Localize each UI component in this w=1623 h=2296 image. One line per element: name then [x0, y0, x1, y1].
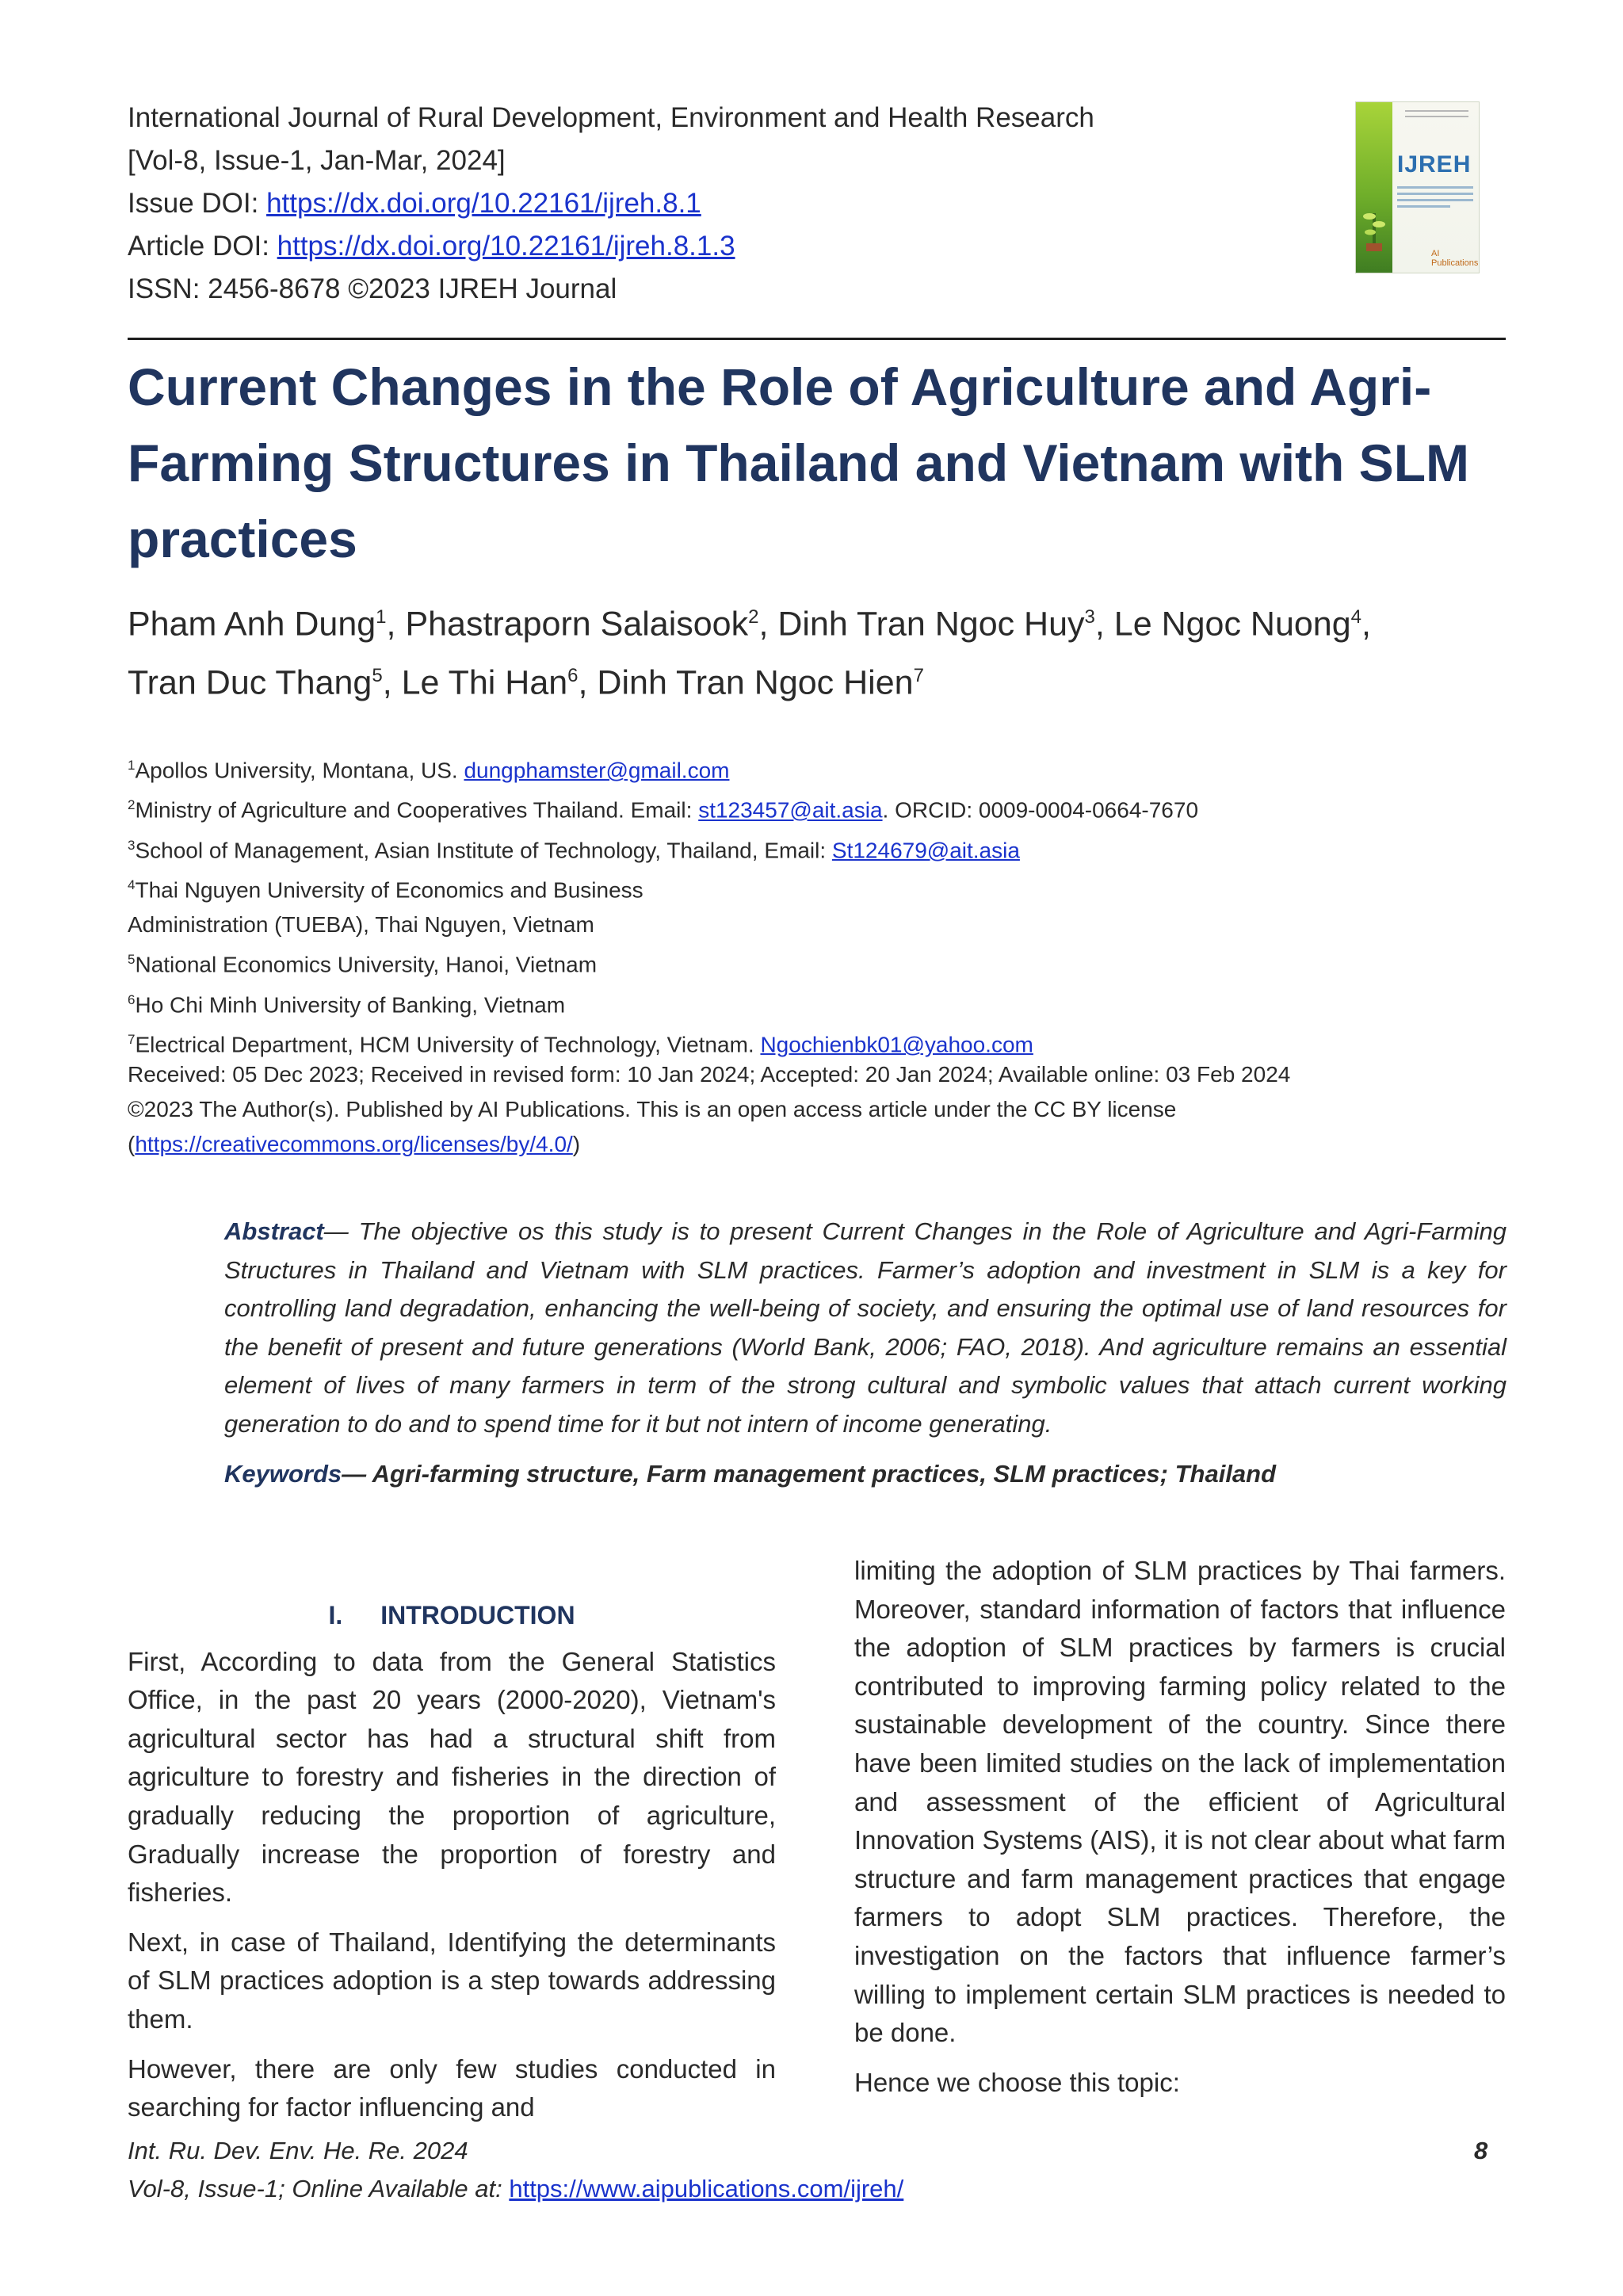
- email-link[interactable]: st123457@ait.asia: [698, 797, 883, 823]
- issue-doi-line: [128, 182, 1316, 225]
- article-doi-line: [128, 225, 1316, 268]
- cover-publisher: AI Publications: [1431, 249, 1479, 268]
- right-column: [854, 1552, 1506, 2113]
- cover-title: IJREH: [1397, 151, 1472, 178]
- email-link[interactable]: St124679@ait.asia: [831, 837, 1020, 862]
- author-name: Pham Anh Dung: [128, 605, 376, 644]
- affiliation-sup: 6: [128, 991, 136, 1007]
- paragraph: However, there are only few studies conducted in searching for factor influencing and: [128, 2053, 776, 2122]
- affiliation-text: Electrical Department, HCM University of Technology, Vietnam.: [135, 1032, 761, 1057]
- affiliation-4-cont: Administration (TUEBA), Thai Nguyen, Vietnam: [128, 912, 594, 938]
- footer-url-link[interactable]: https://www.aipublications.com/ijreh/: [509, 2175, 904, 2202]
- affiliation-sup: 4: [128, 877, 136, 892]
- affiliation-4: [128, 868, 1522, 907]
- plant-icon: [1362, 197, 1386, 253]
- keywords-text: Agri-farming structure, Farm management practices, SLM practices; Thailand: [372, 1460, 1277, 1488]
- orcid-text: . ORCID: 0009-0004-0664-7670: [882, 797, 1199, 823]
- keywords-label: Keywords: [224, 1460, 342, 1488]
- copyright-line: ©2023 The Author(s). Published by AI Publications. This is an open access article under the CC BY license: [128, 1097, 1177, 1121]
- cover-header-lines: [1405, 110, 1468, 121]
- author-sup: 2: [748, 606, 759, 628]
- footer-journal: Int. Ru. Dev. Env. He. Re. 2024: [128, 2137, 468, 2164]
- cover-subtitle-lines: [1397, 186, 1473, 212]
- paragraph: Hence we choose this topic:: [854, 2067, 1180, 2097]
- paragraph: First, According to data from the General Statistics Office, in the past 20 years (2000-2020), Vietnam's agricultural sector has had a structural shift from agriculture to forestry and fisheries in the direction of gradually reducing the proportion of agriculture, Gradually increase the proportion of forestry and fisheries.: [128, 1646, 776, 1908]
- author-sup: 7: [913, 665, 924, 687]
- affiliation-sup: 1: [128, 758, 136, 773]
- section-number: I.: [328, 1601, 343, 1629]
- article-doi-label: Article DOI:: [128, 231, 277, 262]
- left-column: [128, 1596, 776, 2138]
- affiliation-text: Apollos University, Montana, US.: [135, 758, 464, 783]
- affiliation-text: National Economics University, Hanoi, Vietnam: [135, 952, 598, 977]
- author-name: Le Thi Han: [401, 663, 568, 702]
- email-link[interactable]: Ngochienbk01@yahoo.com: [760, 1032, 1033, 1057]
- affiliation-5: [128, 942, 1522, 982]
- affiliation-1: [128, 748, 1522, 788]
- journal-volume: [Vol-8, Issue-1, Jan-Mar, 2024]: [128, 145, 506, 176]
- affiliation-text: School of Management, Asian Institute of Technology, Thailand, Email:: [135, 837, 832, 862]
- license-line: [128, 1127, 1522, 1162]
- journal-header: [128, 97, 1316, 311]
- issue-doi-link[interactable]: https://dx.doi.org/10.22161/ijreh.8.1: [266, 188, 701, 219]
- author-name: Dinh Tran Ngoc Huy: [777, 605, 1085, 644]
- article-title: [128, 349, 1507, 577]
- issue-doi-label: Issue DOI:: [128, 188, 267, 219]
- affiliation-sup: 5: [128, 952, 136, 968]
- author-sup: 3: [1084, 606, 1095, 628]
- title-line-1: Current Changes in the Role of Agriculture and Agri-: [128, 357, 1432, 416]
- abstract-label: Abstract: [224, 1217, 324, 1245]
- license-link[interactable]: https://creativecommons.org/licenses/by/4.0/: [135, 1132, 573, 1156]
- author-name: Dinh Tran Ngoc Hien: [597, 663, 914, 702]
- author-list: Pham Anh Dung$^1$, Phastraporn Salaisook$^2$, Dinh Tran Ngoc Huy$^3$, Le Ngoc Nuong$^4$, Tran Duc Thang$^5$, Le Thi Han$^6$, Dinh Tran Ngoc Hien$^7$: [128, 605, 1371, 702]
- abstract-dash: —: [323, 1217, 359, 1245]
- paren-close: ): [572, 1132, 581, 1156]
- author-sup: 4: [1350, 606, 1361, 628]
- author-sup: 5: [372, 665, 383, 687]
- author-name: Tran Duc Thang: [128, 663, 372, 702]
- paragraph: Next, in case of Thailand, Identifying the determinants of SLM practices adoption is a step towards addressing them.: [128, 1927, 776, 2034]
- paren-open: (: [128, 1132, 136, 1156]
- title-line-2: Farming Structures in Thailand and Vietnam with SLM: [128, 434, 1469, 492]
- journal-name: International Journal of Rural Development, Environment and Health Research: [128, 102, 1094, 133]
- affiliations: [128, 748, 1522, 1062]
- article-doi-link[interactable]: https://dx.doi.org/10.22161/ijreh.8.1.3: [277, 231, 735, 262]
- affiliation-7: [128, 1022, 1522, 1062]
- publication-dates: [128, 1057, 1522, 1162]
- page-footer: [128, 2132, 1507, 2208]
- author-sup: 1: [376, 606, 387, 628]
- affiliation-6: [128, 983, 1522, 1022]
- section-title: INTRODUCTION: [380, 1601, 575, 1629]
- affiliation-sup: 7: [128, 1031, 136, 1047]
- affiliation-sup: 2: [128, 797, 136, 813]
- affiliation-text: Thai Nguyen University of Economics and Business: [135, 877, 643, 903]
- keywords-dash: —: [342, 1460, 372, 1488]
- journal-cover-image: [1355, 101, 1480, 273]
- affiliation-text: Ministry of Agriculture and Cooperatives Thailand. Email:: [135, 797, 699, 823]
- abstract-text: The objective os this study is to present Current Changes in the Role of Agriculture and Agri-Farming Structures in Thailand and Vietnam with SLM practices. Farmer’s adoption and investment in SLM is a key for controlling land degradation, enhancing the well-being of society, and ensuring the optimal use of land resources for the benefit of present and future generations (World Bank, 2006; FAO, 2018). And agriculture remains an essential element of lives of many farmers in term of the strong cultural and symbolic values that attach current working generation to do and to spend time for it but not intern of income generating.: [224, 1217, 1507, 1438]
- affiliation-sup: 3: [128, 837, 136, 853]
- footer-availability: [128, 2170, 1507, 2208]
- author-sup: 6: [567, 665, 579, 687]
- section-heading: [128, 1596, 776, 1635]
- page-number: 8: [1474, 2137, 1488, 2164]
- email-link[interactable]: dungphamster@gmail.com: [464, 758, 730, 783]
- header-divider: [128, 338, 1506, 340]
- issn: ISSN: 2456-8678 ©2023 IJREH Journal: [128, 273, 617, 304]
- abstract: [224, 1213, 1507, 1443]
- received-dates: Received: 05 Dec 2023; Received in revised form: 10 Jan 2024; Accepted: 20 Jan 2024; Available online: 03 Feb 2024: [128, 1062, 1291, 1087]
- paragraph: limiting the adoption of SLM practices by Thai farmers. Moreover, standard information of factors that influence the adoption of SLM practices by farmers is crucial contributed to improving farming policy related to the sustainable development of the country. Since there have been limited studies on the lack of implementation and assessment of the efficient of Agricultural Innovation Systems (AIS), it is not clear about what farm structure and farm management practices that engage farmers to adopt SLM practices. Therefore, the investigation on the factors that influence farmer’s willing to implement certain SLM practices is needed to be done.: [854, 1556, 1506, 2048]
- affiliation-2: [128, 788, 1522, 827]
- author-name: Phastraporn Salaisook: [405, 605, 749, 644]
- footer-prefix: Vol-8, Issue-1; Online Available at:: [128, 2175, 510, 2202]
- affiliation-text: Ho Chi Minh University of Banking, Vietnam: [135, 991, 566, 1017]
- affiliation-3: [128, 828, 1522, 868]
- keywords: [224, 1455, 1507, 1493]
- author-name: Le Ngoc Nuong: [1113, 605, 1351, 644]
- title-line-3: practices: [128, 510, 357, 568]
